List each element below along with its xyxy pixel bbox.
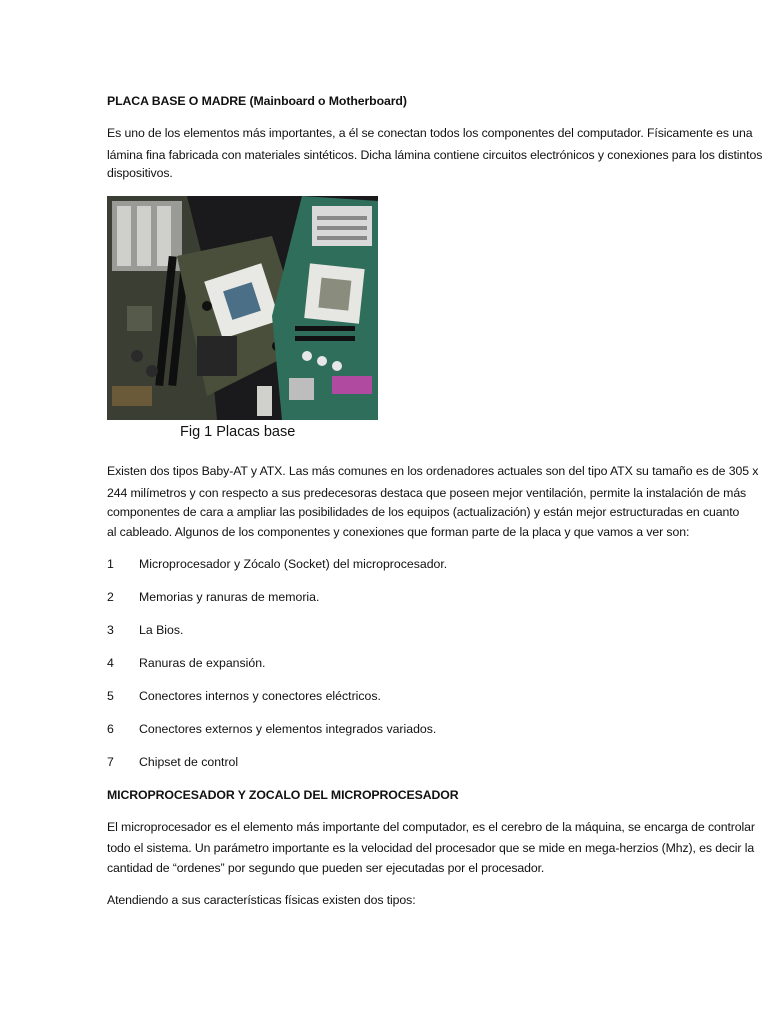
body-line-2: 244 milímetros y con respecto a sus predecesoras destaca que poseen mejor ventilación, permite la instalación de más <box>107 486 747 500</box>
motherboard-photo <box>107 196 378 447</box>
body-line-1: Existen dos tipos Baby-AT y ATX. Las más comunes en los ordenadores actuales son del tipo ATX su tamaño es de 305 x <box>107 464 759 478</box>
section2-line-3: cantidad de “ordenes” por segundo que pueden ser ejecutadas por el procesador. <box>107 861 545 875</box>
section-title: MICROPROCESADOR Y ZOCALO DEL MICROPROCESADOR <box>107 788 459 802</box>
list-item: Conectores externos y elementos integrados variados. <box>139 722 437 736</box>
list-number: 1 <box>107 557 114 571</box>
body-line-4: al cableado. Algunos de los componentes y conexiones que forman parte de la placa y que vamos a ver son: <box>107 525 690 539</box>
page-title: PLACA BASE O MADRE (Mainboard o Motherboard) <box>107 94 407 108</box>
list-number: 6 <box>107 722 114 736</box>
list-item: Conectores internos y conectores eléctricos. <box>139 689 381 703</box>
list-number: 3 <box>107 623 114 637</box>
section2-last-line: Atendiendo a sus características físicas existen dos tipos: <box>107 893 416 907</box>
intro-line-1: Es uno de los elementos más importantes, a él se conectan todos los componentes del computador. Físicamente es una <box>107 126 753 140</box>
body-line-3: componentes de cara a ampliar las posibilidades de los equipos (actualización) y están mejor estructuradas en cuanto <box>107 505 740 519</box>
intro-line-3: dispositivos. <box>107 166 173 180</box>
section2-line-2: todo el sistema. Un parámetro importante es la velocidad del procesador que se mide en mega-herzios (Mhz), es decir la <box>107 841 755 855</box>
list-number: 2 <box>107 590 114 604</box>
list-number: 7 <box>107 755 114 769</box>
list-item: Microprocesador y Zócalo (Socket) del microprocesador. <box>139 557 448 571</box>
list-item: Memorias y ranuras de memoria. <box>139 590 320 604</box>
figure-caption: Fig 1 Placas base <box>180 424 296 440</box>
list-item: Ranuras de expansión. <box>139 656 266 670</box>
list-number: 5 <box>107 689 114 703</box>
list-item: Chipset de control <box>139 755 239 769</box>
list-item: La Bios. <box>139 623 184 637</box>
list-number: 4 <box>107 656 114 670</box>
section2-line-1: El microprocesador es el elemento más importante del computador, es el cerebro de la máquina, se encarga de controlar <box>107 820 755 834</box>
intro-line-2: lámina fina fabricada con materiales sintéticos. Dicha lámina contiene circuitos electrónicos y conexiones para los distintos <box>107 148 763 162</box>
